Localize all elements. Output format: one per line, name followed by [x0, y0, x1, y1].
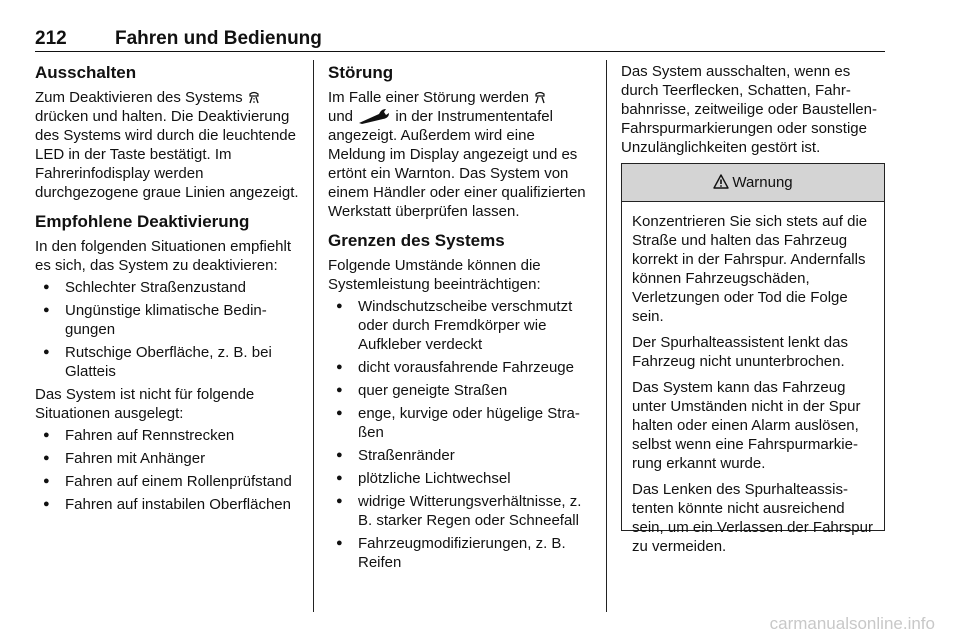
list-item: ● quer geneigte Straßen [328, 381, 593, 400]
warning-body [622, 202, 884, 556]
wrench-icon [357, 108, 391, 124]
list-item: ● Rutschige Oberfläche, z. B. bei Glatteis [35, 343, 300, 381]
warning-header [622, 164, 884, 202]
warning-triangle-icon [713, 174, 729, 189]
list-item: ● widrige Witterungsverhältnisse, z. B. starker Regen oder Schneefall [328, 492, 593, 530]
list-item: ● dicht vorausfahrende Fahrzeuge [328, 358, 593, 377]
section-title-empfohlene-deaktivierung: Empfohlene Deaktivierung [35, 212, 250, 231]
list-item: ● Schlechter Straßenzustand [35, 278, 300, 297]
list-item: ● Fahren mit Anhänger [35, 449, 300, 468]
list-item: ● Fahren auf instabilen Oberflächen [35, 495, 300, 514]
section-title-stoerung: Störung [328, 63, 394, 82]
list-item: ● enge, kurvige oder hügelige Straßen [328, 404, 593, 442]
stoerung-paragraph [328, 88, 593, 221]
column-1 [35, 62, 300, 518]
ausschalten-text-a: Zum Deaktivieren des Systems [35, 89, 243, 106]
ausschalten-text-b: drücken und halten. Die Deaktivierung des Systems wird durch die leuchtende LED in der Taste bestätigt. Im Fahrerinfodisplay werden durchgezogene graue Linien angezeigt. [35, 108, 299, 201]
warning-box [621, 163, 885, 555]
list-item: ● Fahren auf Rennstrecken [35, 426, 300, 445]
list-item: ● plötzliche Lichtwechsel [328, 469, 593, 488]
warning-title: Warnung [732, 174, 793, 191]
warning-paragraph: Das Lenken des Spurhalteassistenten könnte nicht ausreichend sein, um ein Verlassen der Fahrspur zu vermeiden. [632, 481, 873, 555]
stoerung-text-a: Im Falle einer Störung werden [328, 89, 529, 106]
ausschalten-hinweis: Das System ausschalten, wenn es durch Teerflecken, Schatten, Fahrbahnrisse, zeitweilige oder Baustellen-Fahrspurmarkierungen oder sonstige Unzulänglichkeiten gestört ist. [621, 63, 877, 156]
deaktivierung-list [35, 278, 300, 381]
grenzen-intro: Folgende Umstände können die Systemleistung beeinträchtigen: [328, 257, 541, 293]
grenzen-list [328, 297, 593, 572]
page-number: 212 [35, 28, 67, 49]
list-item: ● Windschutzscheibe verschmutzt oder durch Fremdkörper wie Aufkleber verdeckt [328, 297, 593, 354]
warning-paragraph: Der Spurhalteassistent lenkt das Fahrzeug nicht ununterbrochen. [632, 334, 848, 370]
warning-paragraph: Das System kann das Fahrzeug unter Umständen nicht in der Spur halten oder einen Alarm auslösen, selbst wenn eine Fahrspurmarkierung erkannt wurde. [632, 379, 861, 472]
ausschalten-paragraph [35, 88, 300, 202]
list-item: ● Straßenränder [328, 446, 593, 465]
section-title-ausschalten: Ausschalten [35, 63, 137, 82]
stoerung-text-b: und [328, 108, 354, 125]
list-item: ● Fahrzeugmodifizierungen, z. B. Reifen [328, 534, 593, 572]
section-title-grenzen: Grenzen des Systems [328, 231, 505, 250]
lane-keep-icon [247, 90, 261, 104]
column-divider-2 [606, 60, 607, 612]
list-item: ● Ungünstige klimatische Bedingungen [35, 301, 300, 339]
deaktivierung-intro: In den folgenden Situationen empfiehlt es sich, das System zu deaktivieren: [35, 238, 292, 274]
column-2 [328, 62, 593, 576]
watermark: carmanualsonline.info [769, 614, 935, 633]
column-divider-1 [313, 60, 314, 612]
page-header [35, 26, 885, 52]
nicht-ausgelegt-list [35, 426, 300, 514]
stoerung-text-c: in der Instrumententafel angezeigt. Außerdem wird eine Meldung im Display angezeigt und es ertönt ein Warnton. Das System von einem Händler oder einer qualifizierten Werkstatt überprüfen lassen. [328, 108, 586, 220]
list-item: ● Fahren auf einem Rollenprüfstand [35, 472, 300, 491]
column-3 [621, 62, 885, 555]
warning-paragraph: Konzentrieren Sie sich stets auf die Straße und halten das Fahrzeug korrekt in der Fahrspur. Andernfalls können Fahrzeugschäden, Verletzungen oder Tod die Folge sein. [632, 213, 868, 325]
chapter-title: Fahren und Bedienung [115, 28, 322, 49]
lane-keep-warning-icon [533, 90, 547, 104]
nicht-ausgelegt-paragraph: Das System ist nicht für folgende Situationen ausgelegt: [35, 386, 255, 422]
